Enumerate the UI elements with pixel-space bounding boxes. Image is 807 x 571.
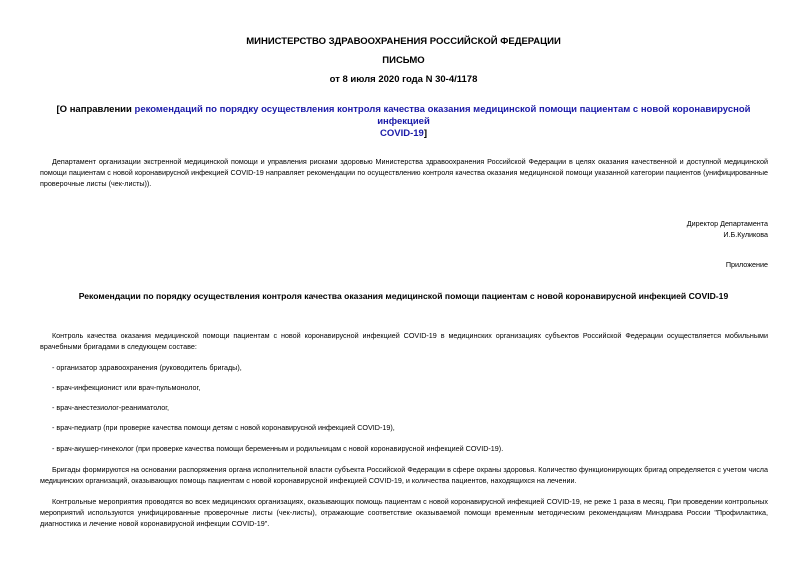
ministry-heading: МИНИСТЕРСТВО ЗДРАВООХРАНЕНИЯ РОССИЙСКОЙ ФЕДЕРАЦИИ xyxy=(246,36,561,47)
list-item: - врач-акушер-гинеколог (при проверке качества помощи беременным и родильницам с новой коронавирусной инфекцией COVID-19). xyxy=(52,444,504,453)
subject-open-bracket: [О направлении xyxy=(56,104,135,115)
recommendations-paragraph-2: Бригады формируются на основании распоряжения органа исполнительной власти субъекта Российской Федерации в сфере охраны здоровья. Количество функционирующих бригад определяется с учетом числа медицинских организаций, оказывающих помощь пациентам с новой коронавирусной инфекцией COVID-19, и количества пациентов, находящихся на лечении. xyxy=(40,465,768,486)
signature-name: И.Б.Куликова xyxy=(723,230,768,239)
list-item: - врач-педиатр (при проверке качества помощи детям с новой коронавирусной инфекцией COVID-19), xyxy=(52,423,395,432)
recommendations-paragraph-3: Контрольные мероприятия проводятся во всех медицинских организациях, оказывающих помощь пациентам с новой коронавирусной инфекцией COVID-19, не реже 1 раза в месяц. При проведении контрольных мероприятий используются унифицированные проверочные листы (чек-листы), отражающие соответствие оказываемой помощи временным методическим рекомендациям Минздрава России "Профилактика, диагностика и лечение новой коронавирусной инфекции COVID-19". xyxy=(40,497,768,529)
recommendations-title: Рекомендации по порядку осуществления контроля качества оказания медицинской помощи пациентам с новой коронавирусной инфекцией COVID-19 xyxy=(78,291,729,301)
list-item: - врач-анестезиолог-реаниматолог, xyxy=(52,403,170,412)
doc-type-heading: ПИСЬМО xyxy=(382,55,425,66)
recommendations-paragraph-1: Контроль качества оказания медицинской помощи пациентам с новой коронавирусной инфекцией COVID-19 в медицинских организациях субъектов Российской Федерации осуществляется мобильными врачебными бригадами в следующем составе: xyxy=(40,331,768,352)
document-subject xyxy=(50,104,757,140)
appendix-label: Приложение xyxy=(725,260,768,269)
list-item: - организатор здравоохранения (руководитель бригады), xyxy=(52,363,242,372)
date-number-heading: от 8 июля 2020 года N 30-4/1178 xyxy=(329,74,478,85)
subject-link-continuation[interactable]: COVID-19 xyxy=(380,128,424,139)
list-item: - врач-инфекционист или врач-пульмонолог, xyxy=(52,383,201,392)
subject-close-bracket: ] xyxy=(423,128,427,139)
signature-position: Директор Департамента xyxy=(686,219,768,228)
intro-paragraph: Департамент организации экстренной медицинской помощи и управления рисками здоровью Министерства здравоохранения Российской Федерации в целях оказания качественной и доступной медицинской помощи пациентам с новой коронавирусной инфекцией COVID-19 направляет рекомендации по осуществлению контроля качества оказания медицинской помощи указанной категории пациентов (унифицированные проверочные листы (чек-листы)). xyxy=(40,157,768,189)
subject-link[interactable]: рекомендаций по порядку осуществления контроля качества оказания медицинской помощи пациентам с новой коронавирусной инфекцией xyxy=(134,104,751,127)
